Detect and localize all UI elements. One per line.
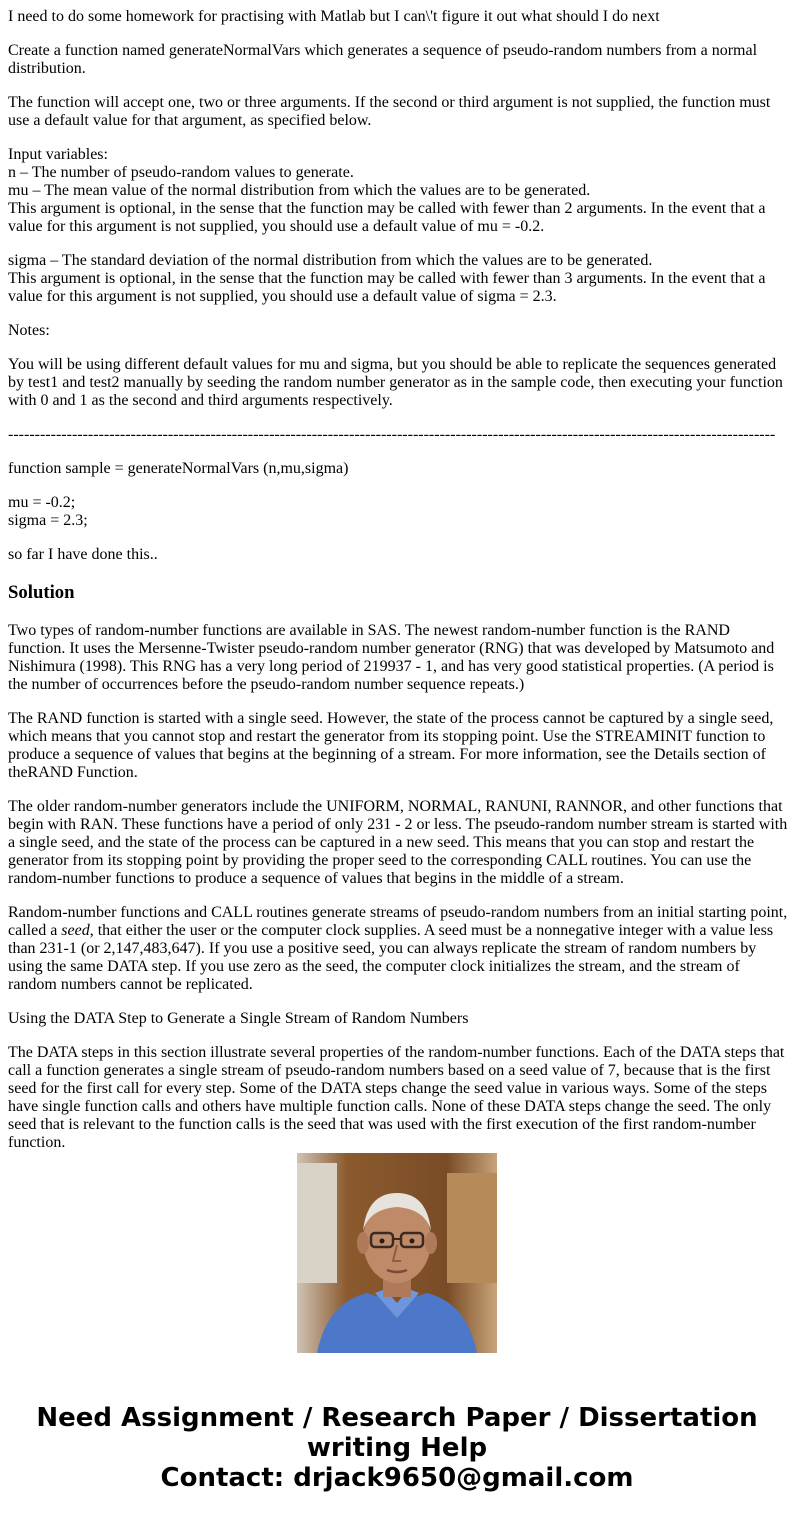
input-variables-block	[8, 146, 788, 236]
solution-paragraph-5: Using the DATA Step to Generate a Single Stream of Random Numbers	[8, 1010, 469, 1027]
separator-line: ------------------------------------------------------------------------------------------------------------------------------------------------	[8, 426, 776, 443]
p4-seed-term: seed	[61, 922, 90, 939]
banner-line-1: Need Assignment / Research Paper / Dissertation	[36, 1403, 758, 1433]
p4-after: , that either the user or the computer clock supplies. A seed must be a nonnegative integer with a value less than 231-1 (or 2,147,483,647). If you use a positive seed, you can always replicate the stream of random numbers by using the same DATA step. If you use zero as the seed, the computer clock initializes the stream, and the stream of random numbers cannot be replicated.	[8, 922, 774, 993]
input-sigma-block	[8, 252, 788, 306]
question-intro: I need to do some homework for practising with Matlab but I can\'t figure it out what should I do next	[8, 8, 660, 25]
author-photo	[297, 1153, 497, 1353]
solution-paragraph-3: The older random-number generators include the UNIFORM, NORMAL, RANUNI, RANNOR, and other functions that begin with RAN. These functions have a period of only 231 - 2 or less. The pseudo-random number stream is started with a single seed, and the state of the process can be captured in a new seed. This means that you can stop and restart the generator from its stopping point by providing the proper seed to the corresponding CALL routines. You can use the random-number functions to produce a sequence of values that begins in the middle of a stream.	[8, 798, 788, 887]
input-mu: mu – The mean value of the normal distribution from which the values are to be generated.	[8, 182, 591, 199]
question-task: Create a function named generateNormalVars which generates a sequence of pseudo-random numbers from a normal distribution.	[8, 42, 758, 77]
code-signature: function sample = generateNormalVars (n,mu,sigma)	[8, 460, 349, 477]
banner-line-2: writing Help	[306, 1433, 488, 1463]
code-defaults	[8, 494, 788, 530]
input-n: n – The number of pseudo-random values to generate.	[8, 164, 354, 181]
portrait-illustration	[297, 1153, 497, 1353]
solution-paragraph-6: The DATA steps in this section illustrate several properties of the random-number functions. Each of the DATA steps that call a function generates a single stream of pseudo-random numbers based on a seed value of 7, because that is the first seed for the first call for every step. Some of the DATA steps change the seed value in various ways. Some of the steps have single function calls and others have multiple function calls. None of these DATA steps change the seed. The only seed that is relevant to the function calls is the seed that was used with the first execution of the first random-number function.	[8, 1044, 785, 1151]
code-sigma: sigma = 2.3;	[8, 512, 88, 529]
question-arguments-note: The function will accept one, two or three arguments. If the second or third argument is not supplied, the function must use a default value for that argument, as specified below.	[8, 94, 771, 129]
input-heading: Input variables:	[8, 146, 108, 163]
input-sigma: sigma – The standard deviation of the normal distribution from which the values are to be generated.	[8, 252, 653, 269]
progress-text: so far I have done this..	[8, 546, 158, 563]
notes-text: You will be using different default values for mu and sigma, but you should be able to replicate the sequences generated by test1 and test2 manually by seeding the random number generator as in the sample code, then executing your function with 0 and 1 as the second and third arguments respectively.	[8, 356, 783, 409]
solution-paragraph-4	[8, 904, 788, 994]
article-content	[8, 0, 788, 1151]
input-sigma-note: This argument is optional, in the sense that the function may be called with fewer than 3 arguments. In the event that a value for this argument is not supplied, you should use a default value of sigma = 2.3.	[8, 270, 766, 305]
input-mu-note: This argument is optional, in the sense that the function may be called with fewer than 2 arguments. In the event that a value for this argument is not supplied, you should use a default value of mu = -0.2.	[8, 200, 766, 235]
p4-before: Random-number functions and CALL routines generate streams of pseudo-random numbers from an initial starting point, called a	[8, 904, 788, 939]
solution-heading: Solution	[8, 582, 75, 603]
solution-paragraph-2: The RAND function is started with a single seed. However, the state of the process cannot be captured by a single seed, which means that you cannot stop and restart the generator from its stopping point. Use the STREAMINIT function to produce a sequence of values that begins at the beginning of a stream. For more information, see the Details section of theRAND Function.	[8, 710, 774, 781]
notes-heading: Notes:	[8, 322, 50, 339]
help-banner	[0, 1403, 794, 1493]
code-mu: mu = -0.2;	[8, 494, 76, 511]
solution-paragraph-1: Two types of random-number functions are available in SAS. The newest random-number function is the RAND function. It uses the Mersenne-Twister pseudo-random number generator (RNG) that was developed by Matsumoto and Nishimura (1998). This RNG has a very long period of 219937 - 1, and has very good statistical properties. (A period is the number of occurrences before the pseudo-random number sequence repeats.)	[8, 622, 775, 693]
banner-contact: Contact: drjack9650@gmail.com	[160, 1463, 634, 1493]
